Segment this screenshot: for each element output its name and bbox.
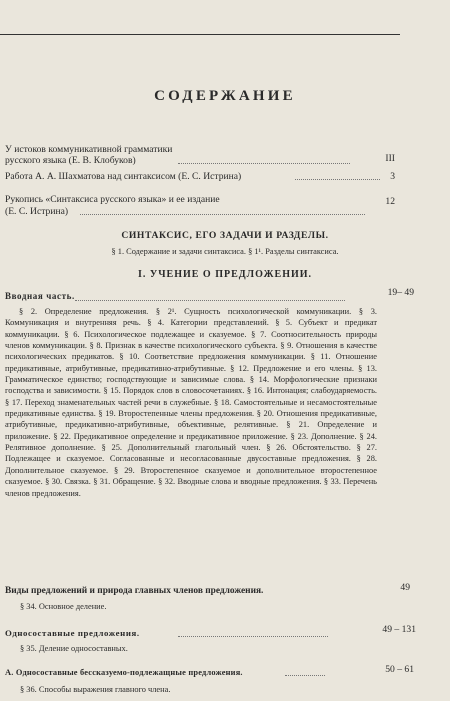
intro-paragraph xyxy=(5,306,377,499)
top-rule xyxy=(0,34,400,35)
leader-dots xyxy=(295,179,380,180)
section-heading: СИНТАКСИС, ЕГО ЗАДАЧИ И РАЗДЕЛЫ. xyxy=(121,230,329,241)
toc-entry-page: 49 – 131 xyxy=(382,624,416,635)
toc-entry-text: А. Односоставные бессказуемо-подлежащные предложения. xyxy=(5,668,243,677)
subsection-text: § 35. Деление односоставных. xyxy=(20,644,128,653)
toc-entry-text: (Е. С. Истрина) xyxy=(5,206,69,217)
toc-entry-text: русского языка (Е. В. Клобуков) xyxy=(5,155,136,166)
toc-entry-page: 19– 49 xyxy=(387,287,414,298)
leader-dots xyxy=(75,300,345,301)
leader-dots xyxy=(178,163,350,164)
page-title: СОДЕРЖАНИЕ xyxy=(154,88,296,104)
toc-entry-text: Работа А. А. Шахматова над синтаксисом (Е. С. Истрина) xyxy=(5,171,242,182)
subsection-text: § 36. Способы выражения главного члена. xyxy=(20,685,171,694)
intro-paragraph-text: § 2. Определение предложения. § 2¹. Сущность психологической коммуникации. § 3. Коммуникация и внутренняя речь. § 4. Категории представлений. § 5. Субъект и предикат коммуникации. § 6. Психологическое подлежащее и сказуемое. § 7. Соотносительность природы членов коммуникации. § 8. Признак в качестве психологического субъекта. § 9. Отношения в качестве психологических предикатов. § 10. Соответствие предложения коммуникации. § 11. Отношение предикативные, атрибутивные, предикативно-атрибутивные. § 12. Предложение и его члены. § 13. Грамматическое единство; господствующие и зависимые слова. § 14. Морфологические признаки господства и зависимости. § 15. Порядок слов в словосочетаниях. § 16. Интонация; слабоударяемость. § 17. Переход знаменательных частей речи в служебные. § 18. Самостоятельные и несамостоятельные предикативные единства. § 19. Второстепенные члены предложения. § 20. Отношения предикативные, атрибутивные, предикативно-атрибутивные, объективные, релятивные. § 21. Определение и приложение. § 22. Предикативное определение и предикативное приложение. § 23. Дополнение. § 24. Релятивное дополнение. § 25. Дополнительный глагольный член. § 26. Обстоятельство. § 27. Подлежащее и сказуемое. Согласованные и несогласованные двусоставные предложения. § 28. Дополнительное сказуемое. § 29. Второстепенное сказуемое и дополнительное второстепенное сказуемое. § 30. Связка. § 31. Обращение. § 32. Вводные слова и вводные предложения. § 33. Перечень членов предложения. xyxy=(5,307,377,498)
toc-entry-page: 12 xyxy=(385,196,395,207)
leader-dots xyxy=(178,636,328,637)
toc-entry-page: 49 xyxy=(400,582,410,593)
toc-entry-text: Рукопись «Синтаксиса русского языка» и ее издание xyxy=(5,194,220,205)
toc-entry-text: Вводная часть. xyxy=(5,291,75,301)
toc-entry-text: У истоков коммуникативной грамматики xyxy=(5,144,173,155)
section-subline: § 1. Содержание и задачи синтаксиса. § 1¹. Разделы синтаксиса. xyxy=(111,247,339,256)
leader-dots xyxy=(285,675,325,676)
toc-entry-text: Виды предложений и природа главных членов предложения. xyxy=(5,586,264,596)
toc-entry-page: III xyxy=(385,153,395,164)
toc-entry-page: 3 xyxy=(390,171,395,182)
toc-entry-text: Односоставные предложения. xyxy=(5,628,140,638)
leader-dots xyxy=(80,214,365,215)
part-heading: I. УЧЕНИЕ О ПРЕДЛОЖЕНИИ. xyxy=(137,269,313,280)
subsection-text: § 34. Основное деление. xyxy=(20,602,107,611)
toc-entry-page: 50 – 61 xyxy=(385,664,414,675)
